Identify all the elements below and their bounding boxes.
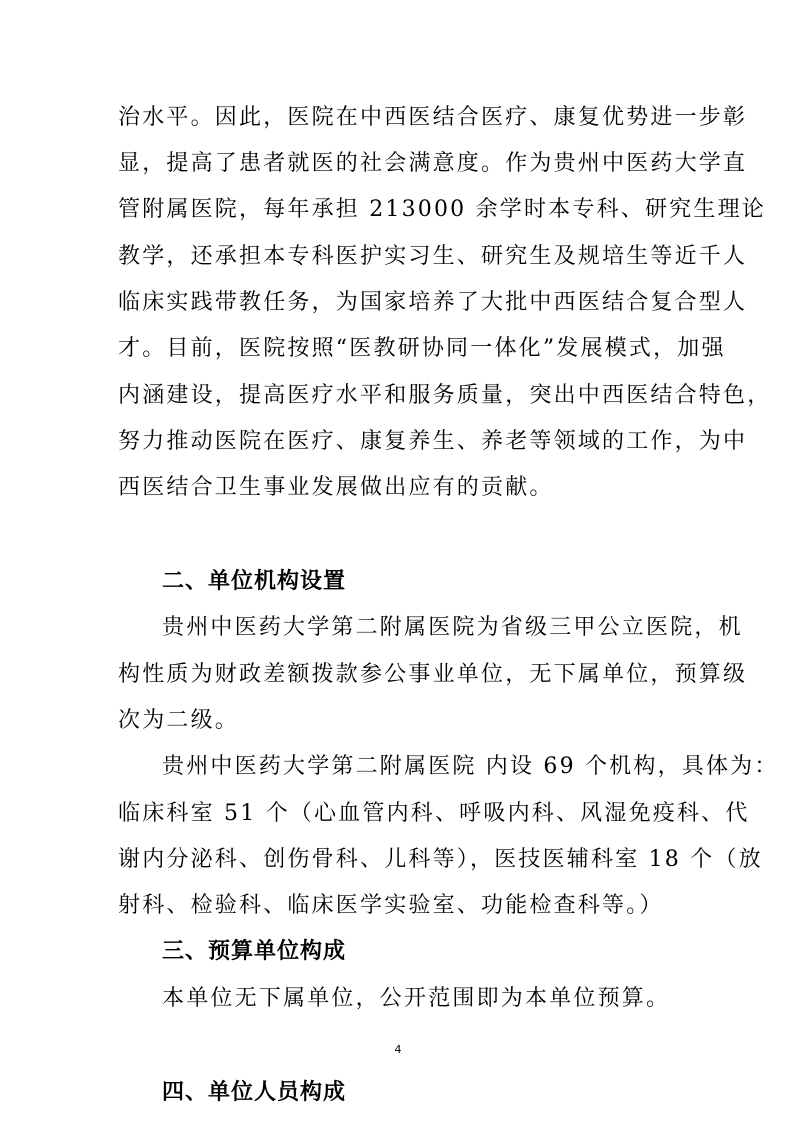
body-text-line: 治水平。因此，医院在中西医结合医疗、康复优势进一步彰 [118, 105, 748, 130]
section-heading: 三、预算单位构成 [162, 939, 347, 964]
section-heading: 四、单位人员构成 [162, 1080, 347, 1105]
body-text-line: 本单位无下属单位，公开范围即为本单位预算。 [162, 986, 671, 1011]
body-text-line: 才。目前，医院按照“医教研协同一体化”发展模式，加强 [118, 336, 726, 361]
body-text-line: 管附属医院，每年承担 213000 余学时本专科、研究生理论 [118, 197, 766, 222]
body-text-line: 次为二级。 [118, 708, 240, 733]
body-text-line: 显，提高了患者就医的社会满意度。作为贵州中医药大学直 [118, 151, 748, 176]
body-text-line: 内涵建设，提高医疗水平和服务质量，突出中西医结合特色， [118, 383, 772, 408]
body-text-line: 西医结合卫生事业发展做出应有的贡献。 [118, 475, 554, 500]
body-text-line: 教学，还承担本专科医护实习生、研究生及规培生等近千人 [118, 244, 748, 269]
body-text-line: 贵州中医药大学第二附属医院 内设 69 个机构，具体为： [162, 754, 779, 779]
body-text-line: 贵州中医药大学第二附属医院为省级三甲公立医院，机 [162, 615, 743, 640]
page-number: 4 [394, 1043, 402, 1056]
body-text-line: 谢内分泌科、创伤骨科、儿科等），医技医辅科室 18 个（放 [118, 847, 763, 872]
section-heading: 二、单位机构设置 [162, 569, 347, 594]
body-text-line: 构性质为财政差额拨款参公事业单位，无下属单位，预算级 [118, 662, 748, 687]
body-text-line: 临床科室 51 个（心血管内科、呼吸内科、风湿免疫科、代 [118, 801, 750, 826]
body-text-line: 努力推动医院在医疗、康复养生、养老等领域的工作，为中 [118, 429, 748, 454]
body-text-line: 临床实践带教任务，为国家培养了大批中西医结合复合型人 [118, 290, 748, 315]
body-text-line: 射科、检验科、临床医学实验室、功能检查科等。） [118, 893, 664, 918]
